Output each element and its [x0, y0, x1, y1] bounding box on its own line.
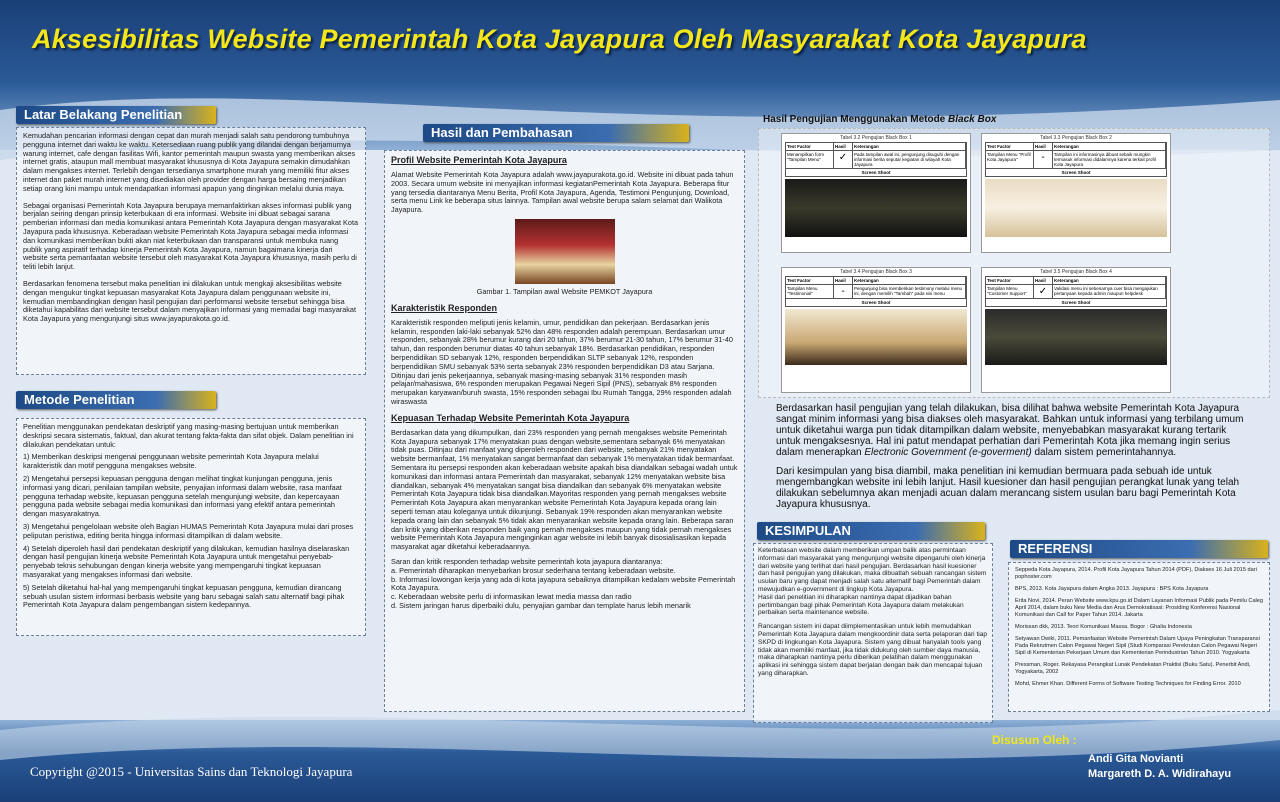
author-name: Margareth D. A. Widirahayu	[1088, 768, 1232, 780]
hasil-panel	[384, 150, 745, 712]
check-icon: ✓	[1034, 285, 1053, 298]
referensi-panel	[1008, 562, 1270, 712]
header-cell: Hasil	[1034, 143, 1053, 150]
metode-item: 3) Mengetahui pengelolaan website oleh Bagian HUMAS Pemerintah Kota Jayapura mulai dari proses peliputan peristiwa, editing berita hingga informasi ditampilkan di dalam website.	[23, 521, 354, 540]
reference-item: Mohd, Ehmer Khan. Different Forms of Software Testing Techniques for Finding Error. 2010	[1015, 681, 1241, 687]
kesimpulan-heading: KESIMPULAN	[757, 522, 985, 540]
header-cell: Hasil	[1034, 277, 1053, 284]
metode-heading: Metode Penelitian	[16, 391, 216, 409]
screenshot-label: Screen Shoot	[1061, 300, 1091, 305]
reference-item: Seppeda Kota Jayapura, 2014. Profil Kota Jayapura Tahun 2014 (PDF), Diakses 16 Juli 2015 dari pophoster.com	[1015, 567, 1257, 580]
blackbox-heading-text: Hasil Pengujian Menggunakan Metode	[763, 114, 949, 125]
blackbox-conclusion-p1	[776, 403, 1246, 458]
author-name: Andi Gita Novianti	[1088, 753, 1184, 765]
kepuasan-title: Kepuasan Terhadap Website Pemerintah Kota Jayapura	[391, 412, 630, 423]
kesimpulan-p1: Keterbatasan website dalam memberikan umpan balik atas permintaan informasi dari masyarakat yang mengunjungi website dipengaruhi oleh kinerja dari website yang terlihat dari hasil pengujian. Berdasarkan hasil kuesioner dan hasil pengujian yang dilakukan, maka dibuatlah sebuah rancangan sistem usulan baru yang dapat menjadi salah satu alternatif bagi Pemerintah dalam mewujudkan e-government di lingkup Kota Jayapura. Hasil dari penelitian ini diharapkan nantinya dapat dijadikan bahan pertimbangan bagi pihak Pemerintah Kota Jayapura dalam melakukan perbaikan serta maintenance website.	[758, 547, 987, 617]
feature-cell: Menampilkan form "Tampilan Menu"	[786, 151, 834, 168]
blackbox-heading	[763, 114, 996, 125]
metode-item: 4) Setelah diperoleh hasil dari pendekatan deskriptif yang dilakukan, kemudian hasilnya diselaraskan dengan hasil pengujian kinerja website Pemerintah Kota Jayapura untuk mengetahui penyebab-penyebab teknis sehubungan dengan kinerja website yang mempengaruhi tingkat kepuasan masyarakat yang mengakses informasi dari website.	[23, 543, 350, 579]
copyright-text: Copyright @2015 - Universitas Sains dan Teknologi Jayapura	[30, 764, 353, 779]
table-caption: Tabel 3.5 Pengujian Black Box 4	[1040, 269, 1112, 275]
blackbox-table-1	[781, 133, 971, 253]
latar-panel	[16, 127, 366, 375]
note-cell: Tampilan ini informasinya dibuat sebaik mungkin termasuk informasi didalamnya karena terkait profil Kota Jayapura	[1053, 151, 1166, 168]
reference-item: Setyawan Dwiki, 2011. Pemanfaatan Website Pemerintah Dalam Upaya Peningkatan Transparansi Pada Rekrutmen Calon Pegawai Negeri Sipil (Studi Komparasi Perekrutan Calon Pegawai Negeri Sipil di Kementerian Pekerjaan Umum dan Kementerian Perindustrian Tahun 2010. Yogyakarta	[1015, 636, 1260, 656]
note-cell: Validasi menu ini sebenarnya cuer bisa mengajukan pertanyaan kepada admin maupun helpdesk	[1053, 285, 1166, 298]
kesimpulan-p2: Rancangan sistem ini dapat diimplementasikan untuk lebih memudahkan Pemerintah Kota Jayapura dalam mengkoordinir data serta pelaporan dari tiap SKPD di lingkungan Kota Jayapura. Sistem yang dibuat hanyalah tools yang tidak akan memiliki manfaat, jika tidak didukung oleh sumber daya manusia, maka diharapkan nantinya perlu diberikan pelatihan dalam menggunakan aplikasi ini sehingga sistem dapat berjalan dengan baik dan mencapai tujuan yang diharapkan.	[758, 623, 988, 677]
blackbox-conclusion-p2: Dari kesimpulan yang bisa diambil, maka penelitian ini kemudian bermuara pada sebuah ide untuk mengembangkan website ini lebih lanjut. Hasil kuesioner dan hasil pengujian perangkat lunak yang telah dilakukan sebelumnya akan menjadi acuan dalam merancang sistem usulan baru bagi Pemerintah Kota Jayapura khususnya.	[776, 466, 1240, 510]
referensi-heading: REFERENSI	[1010, 540, 1268, 558]
table-caption: Tabel 3.4 Pengujian Black Box 3	[840, 269, 912, 275]
disusun-label: Disusun Oleh :	[992, 733, 1077, 747]
blackbox-panel	[758, 128, 1270, 398]
header-cell: Keterangan	[853, 143, 966, 150]
blackbox-table-2	[981, 133, 1171, 253]
reference-item: Morissan dkk, 2013. Teori Komunikasi Massa. Bogor : Ghalia Indonesia	[1015, 624, 1192, 630]
metode-item: 5) Setelah diketahui hal-hal yang mempengaruhi tingkat kepuasan pengguna, kemudian dirancang sebuah usulan sistem informasi berbasis website yang baru sebagai salah satu alternatif bagi pihak Pemerintah Kota Jayapura dalam pengembangan sistem kedepannya.	[23, 582, 345, 610]
karakteristik-title: Karakteristik Responden	[391, 302, 498, 313]
header-cell: Hasil	[834, 143, 853, 150]
metode-intro: Penelitian menggunakan pendekatan deskriptif yang masing-masing bertujuan untuk memberikan deskripsi secara sistematis, faktual, dan akurat tentang fakta-fakta dan sifat objek. Dalam penelitian ini dilakukan pendekatan untuk:	[23, 422, 354, 449]
header-cell: Keterangan	[853, 277, 966, 284]
conclusion-text: Berdasarkan hasil pengujian yang telah dilakukan, bisa dilihat bahwa website Pemerintah Kota Jayapura sangat minim informasi yang bisa diakses oleh masyarakat. Bahkan untuk informasi yang terbilang umum untuk diketahui warga pun tidak ditampilkan dalam website, menyebabkan masyarakat kurang tertarik untuk mengaksesnya. Hal ini patut mendapat perhatian dari Pemerintah Kota jika memang ingin serius dalam menerapkan	[776, 403, 1244, 458]
feature-cell: Tampilan Menu "Testimonial"	[786, 285, 834, 298]
header-cell: Keterangan	[1053, 143, 1166, 150]
karakteristik-text: Karakteristik responden meliputi jenis kelamin, umur, pendidikan dan pekerjaan. Berdasarkan jenis kelamin, responden laki-laki sebanyak 52% dan 48% responden adalah perempuan. Berdasarkan umur responden, sebanyak 28% berumur kurang dari 20 tahun, 37% berumur 21-30 tahun, 17% berumur 31-40 tahun, dan responden berumur diatas 40 tahun sebanyak 18%. Berdasarkan pendidikan, responden berpendidikan SD sebanyak 12%, responden berpendidikan SLTP sebanyak 12%, responden berpendidikan SMU sebanyak 53% serta sebanyak 23% responden berpendidikan D3 atau Sarjana. Ditinjau dari jenis pekerjaannya, sebanyak masing-masing sebanyak 31% responden masih pelajar/mahasiswa, 6% responden merupakan Pegawai Negeri Sipil (PNS), sebanyak 8% responden merupakan karyawan/buruh swasta, 15% responden sebagai Ibu Rumah Tangga, 29% responden adalah wiraswasta	[391, 317, 733, 406]
header-cell: Hasil	[834, 277, 853, 284]
reference-item: Pressman, Roger. Rekayasa Perangkat Lunak Pendekatan Praktisi (Buku Satu). Penerbit Andi, Yogyakarta, 2002	[1015, 662, 1251, 675]
reference-item: BPS, 2013. Kota Jayapura dalam Angka 2013. Jayapura : BPS Kota Jayapura	[1015, 586, 1209, 592]
note-cell: Pengunjung bisa memberikan testimony melalui menu ini, dengan memilih "Tambah" pada sisi menu	[853, 285, 966, 298]
blackbox-heading-em: Black Box	[948, 114, 997, 125]
saran-item: d. Sistem jaringan harus diperbaiki dulu, penyajian gambar dan template harus lebih menarik	[391, 600, 691, 610]
check-icon: ✓	[834, 151, 853, 168]
latar-heading: Latar Belakang Penelitian	[16, 106, 216, 124]
saran-item: c. Keberadaan website perlu di informasikan lewat media massa dan radio	[391, 592, 632, 602]
metode-panel	[16, 418, 366, 636]
header-cell: Keterangan	[1053, 277, 1166, 284]
poster-title: Aksesibilitas Website Pemerintah Kota Jayapura Oleh Masyarakat Kota Jayapura	[32, 24, 1087, 54]
saran-intro: Saran dan kritik responden terhadap website pemerintah kota jayapura diantaranya:	[391, 556, 663, 566]
screenshot-label: Screen Shoot	[861, 170, 891, 175]
header-cell: Test Factor	[986, 143, 1034, 150]
latar-paragraph-1: Kemudahan pencarian informasi dengan cepat dan murah menjadi salah satu pendorong tumbuhnya pengguna internet dari waktu ke waktu. Ketersediaan ruang publik yang dilandai dengan berjamurnya warung internet, cafe dengan fasilitas Wifi, kantor pemerintah maupun swasta yang memberikan akses internet gratis, ataupun mall membuat masyarakat khususnya di Kota Jayapura semakin dimudahkan dalam mengakses internet. Terlebih dengan tersedianya smartphone murah yang memiliki fitur akses internet dan paket murah internet yang disediakan oleh provider dengan harga bersaing menjadikan setiap orang kini mampu untuk mendapatkan informasi apapun yang dinginkan melalui dunia maya.	[23, 131, 356, 193]
latar-paragraph-2: Sebagai organisasi Pemerintah Kota Jayapura berupaya memanfaktirkan akses informasi publik yang berjalan seiring dengan prinsip keterbukaan di era informasi. Website ini dibuat sebagai sarana pemberian informasi dan media komunikasi antara Pemerintah Kota Jayapura dengan masyarakat Kota Jayapura pada khususnya. Keberadaan website Pemerintah Kota Jayapura sebagai media informasi dan komunikasi memberikan bukti akan niat keterbukaan dan transparansi untuk membuka ruang publik yang aspiratif terhadap kinerja Pemerintah Kota Jayapura, namun bagaimana kinerja dari website serta pemanfaatan website tersebut oleh masyarakat Kota Jayapura khususnya, masih perlu di teliti lebih lanjut.	[23, 200, 359, 272]
website-screenshot-image	[515, 219, 615, 284]
latar-paragraph-3: Berdasarkan fenomena tersebut maka penelitian ini dilakukan untuk mengkaji aksesibilitas website dengan mengukur tingkat kepuasan masyarakat Kota Jayapura dalam penggunaan website ini, kemudian membandingkan dengan hasil pengujian dari performansi website tersebut sehingga bisa diketahui kapabilitas dari website tersebut dalam menyajikan informasi yang memadai bagi masyarakat Kota Jayapura yang mengunjungi situs www.jayapurakota.go.id.	[23, 278, 356, 324]
screenshot-image	[785, 309, 967, 365]
screenshot-label: Screen Shoot	[1061, 170, 1091, 175]
hasil-heading: Hasil dan Pembahasan	[423, 124, 689, 142]
blackbox-table-4	[981, 267, 1171, 393]
screenshot-image	[985, 179, 1167, 237]
feature-cell: Tampilan Menu "Customer Support"	[986, 285, 1034, 298]
dash-icon: -	[834, 285, 853, 298]
metode-item: 2) Mengetahui persepsi kepuasan pengguna dengan melihat tingkat kunjungan pengguna, jenis informasi yang dicari, penilaian tampilan website, penyajian informasi dalam website, rasa manfaat pengguna terhadap website, kepuasan pengguna setelah mengunjungi website, dan kepercayaan pengguna pada website sebagai media komunikasi dan informasi yang efektif antara pemerintah dengan masyarakatnya.	[23, 473, 342, 519]
table-caption: Tabel 3.3 Pengujian Black Box 2	[1040, 135, 1112, 141]
header-cell: Test Factor	[986, 277, 1034, 284]
header-cell: Test Factor	[786, 143, 834, 150]
saran-item: b. Informasi lowongan kerja yang ada di kota jayapura sebaiknya ditampilkan kedalam website Pemerintah Kota Jayapura.	[391, 574, 736, 593]
kepuasan-text: Berdasarkan data yang dikumpulkan, dari 23% responden yang pernah mengakses website Pemerintah Kota Jayapura sebanyak 17% menyatakan puas dengan website,sementara sebanyak 6% menyatakan tidak puas. Ditinjau dari manfaat yang diperoleh responden dari website, sebanyak 21% menyatakan website bermanfaat, 1% menyatakan sangat bermanfaat dan sebanyak 1% menyatakan tidak bermanfaat. Sementara itu persepsi responden akan keberadaan website apakah bisa diandalkan sebagai wadah untuk komunikasi dan informasi antara Pemerintah dan masyarakat, sebanyak 12% menyatakan website bisa diandalkan, sebanyak 4% menyatakan sangat bisa diandalkan dan sebanyak 6% menyatakan website Pemerintah Kota Jayapura tidak bisa diandalkan.Mayoritas responden yang pernah mengakses website Pemerintah Kota Jayapura akan menyarankan website Pemerintah Kota Jayapura kepada orang lain seperti teman atau koleganya untuk dikunjungi. Sebanyak 19% responden akan menyarankan website kepada orang lain dan sebanyak 5% tidak akan menyarankan website kepada orang lain. Beberapa saran dan kritik yang diberikan responden baik yang pernah mengakses maupun yang tidak pernah mengakses website Pemerintah Kota Jayapura menginginkan agar website ini lebih banyak disosialisasikan kepada masyarakat agar diketahui keberadaannya.	[391, 427, 738, 552]
figure-caption: Gambar 1. Tampilan awal Website PEMKOT Jayapura	[476, 286, 653, 296]
kesimpulan-panel	[753, 543, 993, 723]
metode-item: 1) Memberikan deskripsi mengenai penggunaan website pemerintah Kota Jayapura melalui karakteristik dan motif pengguna mengakses website.	[23, 452, 319, 471]
profil-text: Alamat Website Pemerintah Kota Jayapura adalah www.jayapurakota.go.id. Website ini dibuat pada tahun 2003. Secara umum website ini menyajikan informasi kegiatanPemerintah Kota Jayapura. Beberapa fitur yang tersedia diantaranya Menu Berita, Profil Kota Jayapura, Agenda, Testimoni Pengunjung, Download, serta menu Link ke beberapa situs lainnya. Tampilan awal website berupa salam selamat dari Walikota Jayapura.	[391, 170, 734, 215]
conclusion-em: Electronic Government (e-goverment)	[864, 447, 1032, 458]
saran-item: a. Pemerintah diharapkan menyebarkan brosur sederhana tentang keberadaan website.	[391, 565, 676, 575]
feature-cell: Tampilan Menu "Profil Kota Jayapura"	[986, 151, 1034, 168]
blackbox-conclusion	[776, 403, 1246, 510]
table-caption: Tabel 3.2 Pengujian Black Box 1	[840, 135, 912, 141]
dash-icon: -	[1034, 151, 1053, 168]
blackbox-table-3	[781, 267, 971, 393]
screenshot-label: Screen Shoot	[861, 300, 891, 305]
conclusion-text-end: dalam sistem pemerintahannya.	[1031, 447, 1177, 458]
reference-item: Erita Novi, 2014. Peran Website www.kpu.go.id Dalam Layanan Informasi Publik pada Pemilu Caleg April 2014, dalam buku New Media dan Arus Demokratisasi: Prosiding Konferensi Nasional Komunikasi dan Call for Paper Tahun 2014. Jakarta	[1015, 598, 1264, 618]
note-cell: Pada tampilan awal ini, pengunjung disuguhi dengan informasi berita seputar kegiatan di wilayah Kota Jayapura	[853, 151, 966, 168]
profil-title: Profil Website Pemerintah Kota Jayapura	[391, 155, 567, 165]
screenshot-image	[785, 179, 967, 237]
header-cell: Test Factor	[786, 277, 834, 284]
screenshot-image	[985, 309, 1167, 365]
